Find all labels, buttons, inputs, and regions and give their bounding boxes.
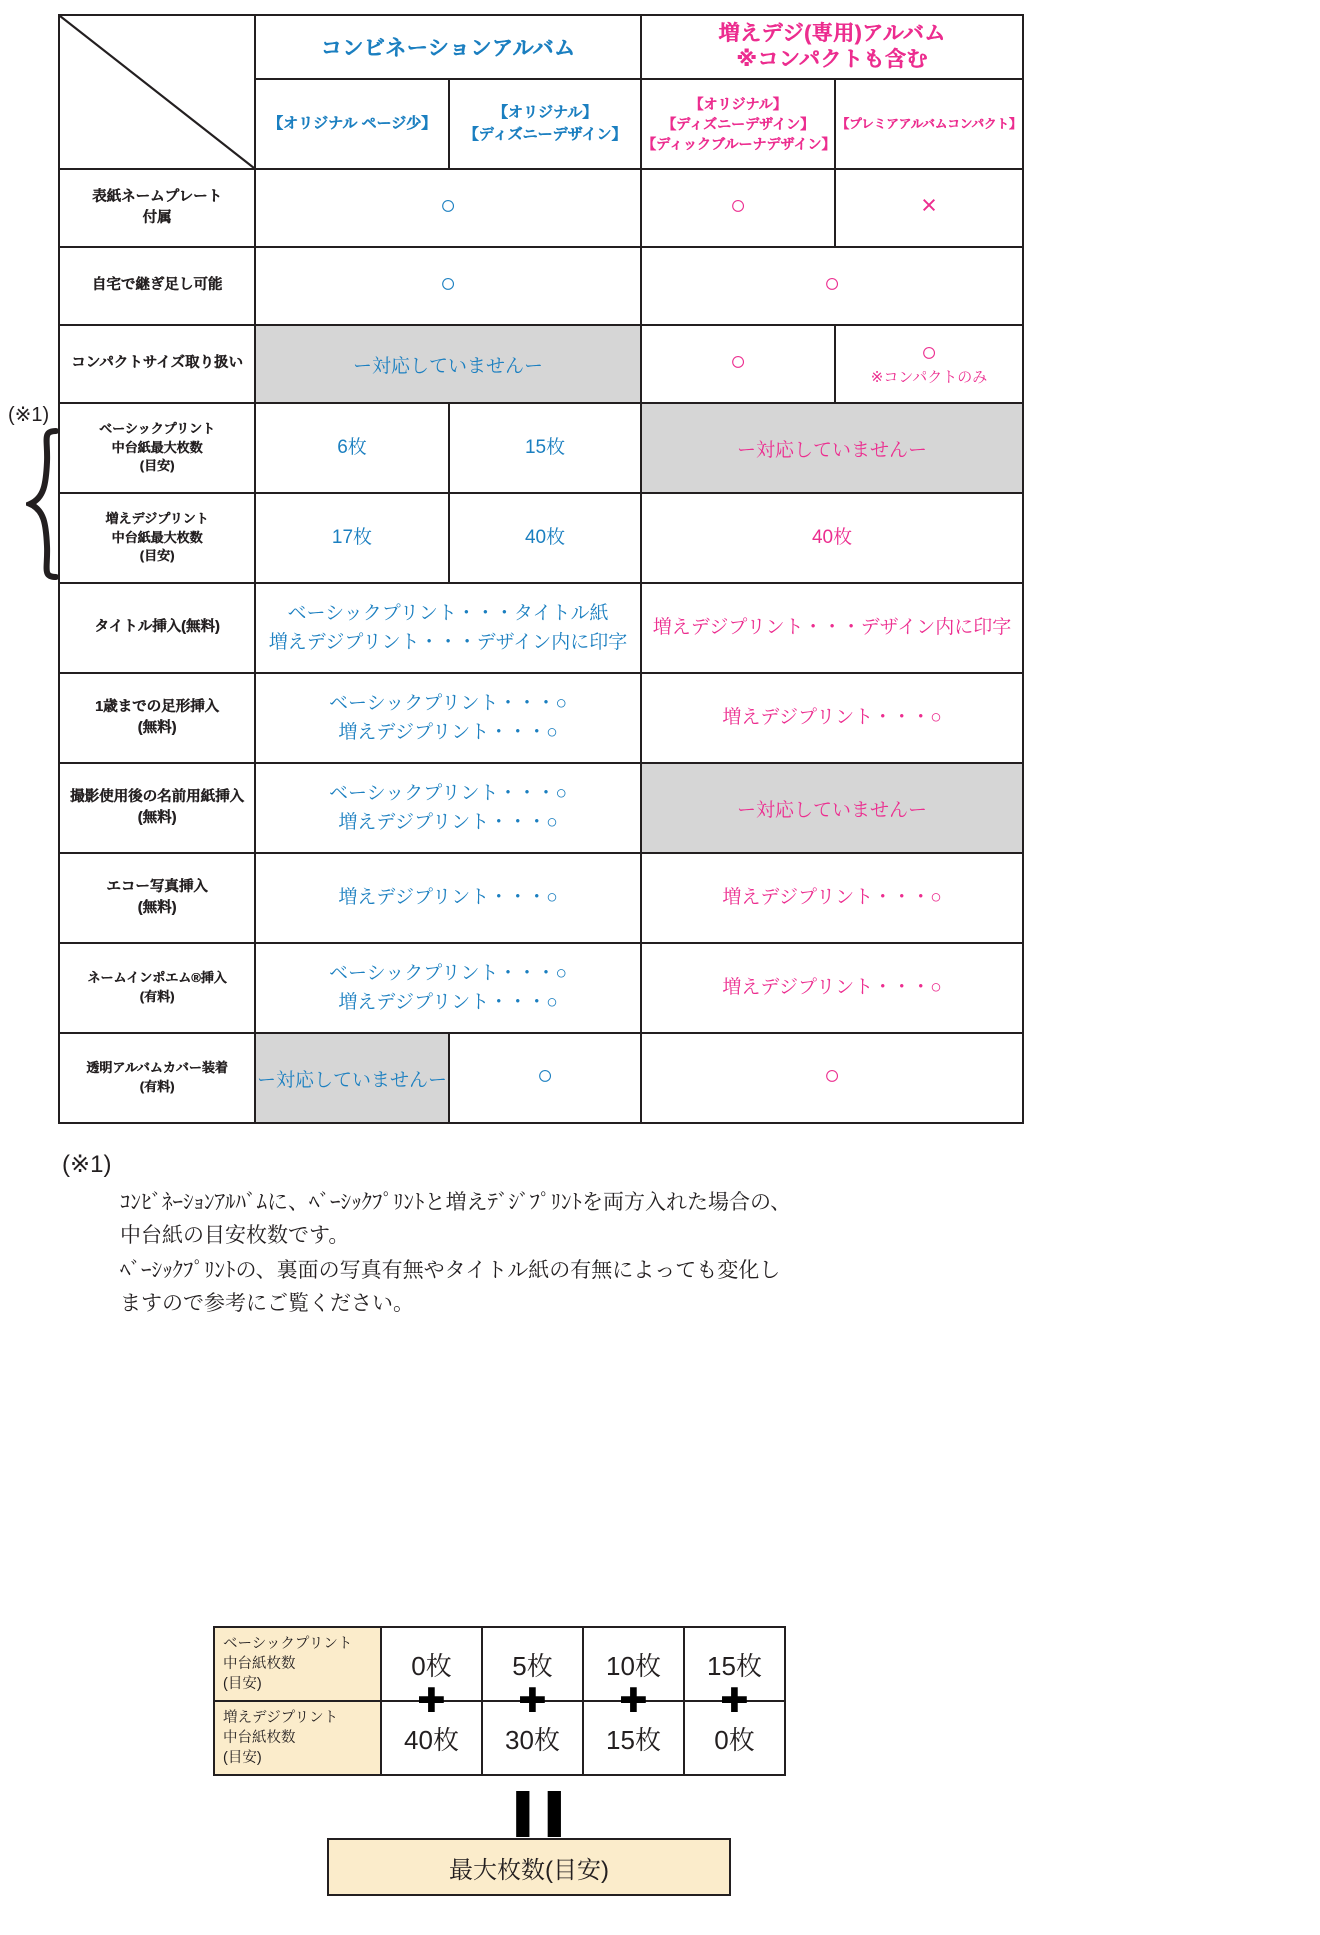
cell-line1: 増えデジプリント・・・デザイン内に印字 [652,617,1012,639]
curly-brace-icon [26,428,60,580]
cell-nameplate-paper-pink-unsupported: ー対応していませんー [641,763,1023,853]
row-label-footprint-insert [59,673,255,763]
cell-compact-pink [641,325,835,403]
mini-value: 0枚 [411,1650,452,1681]
footnote-body [120,1185,791,1321]
header-col-premier-compact: 【プレミアアルバムコンパクト】 [835,79,1023,169]
mini-row-label-basic [214,1627,381,1701]
footnote-title: (※1) [62,1151,112,1178]
cell-clear-cover-b [449,1033,641,1123]
mini-label-line2: 中台紙枚数 [223,1730,296,1746]
table-row [59,763,1023,853]
footnote-block [62,1150,791,1321]
mini-label-line3: (目安) [223,1750,262,1766]
row-label-line3: (目安) [139,548,175,564]
footnote-line-4: ますので参考にご覧ください。 [120,1292,414,1316]
table-row [59,1033,1023,1123]
cell-nameplate-blue [255,169,641,247]
mini-cell-fuedeji-2: 15枚 [583,1701,684,1775]
row-label-line2: (無料) [137,810,177,826]
circle-icon: ○ [439,190,457,221]
row-label-line1: 撮影使用後の名前用紙挿入 [70,788,244,805]
sheet-count-calculation-table [213,1626,786,1776]
mini-cell-basic-2 [583,1627,684,1720]
cell-line2: 増えデジプリント・・・○ [338,812,558,833]
cell-clear-cover-a-unsupported: ー対応していませんー [255,1033,449,1123]
mini-label-line2: 中台紙枚数 [223,1656,296,1672]
equals-icon: ❚❚ [506,1785,570,1837]
row-label-line2: 中台紙最大枚数 [111,439,203,455]
footnote-marker-ref: (※1) [8,404,50,426]
header-group-fuedeji [641,15,1023,79]
table-header-row-group [59,15,1023,79]
header-col-b-line1: 【オリジナル】 [492,104,598,122]
mini-value: 15枚 [707,1650,762,1681]
cell-line1: 増えデジプリント・・・○ [722,977,942,999]
header-group-fuedeji-line2: ※コンパクトも含む [736,48,928,71]
row-label-line1: 1歳までの足形挿入 [94,698,220,715]
plus-icon: ✚ [720,1682,749,1720]
cell-line1: 増えデジプリント・・・○ [338,887,558,909]
row-label-line1: 自宅で継ぎ足し可能 [91,277,223,294]
table-row [59,583,1023,673]
row-label-name-in-poem-insert [59,943,255,1033]
mini-cell-basic-3 [684,1627,785,1720]
table-row [59,853,1023,943]
row-label-echo-photo-insert [59,853,255,943]
cell-basic-max-b: 15枚 [449,403,641,493]
circle-icon: ○ [729,346,747,377]
row-label-line2: 付属 [142,210,172,226]
row-label-title-insert [59,583,255,673]
result-box [327,1838,731,1896]
circle-icon: ○ [920,336,938,367]
table-row [59,673,1023,763]
cell-name-in-poem-pink [641,943,1023,1033]
row-label-fuedeji-print-max [59,493,255,583]
cell-footprint-pink [641,673,1023,763]
plus-icon: ✚ [518,1682,547,1720]
cell-line2: 増えデジプリント・・・デザイン内に印字 [268,632,628,653]
row-label-line1: 透明アルバムカバー装着 [86,1060,228,1076]
table-row [59,247,1023,325]
cell-title-insert-blue [255,583,641,673]
mini-cell-basic-0 [381,1627,482,1720]
footnote-line-3: ﾍﾞｰｼｯｸﾌﾟﾘﾝﾄの、裏面の写真有無やタイトル紙の有無によっても変化し [120,1258,781,1283]
corner-cell [59,15,255,169]
mini-cell-fuedeji-3: 0枚 [684,1701,785,1775]
circle-icon: ○ [823,268,841,299]
cell-fuedeji-max-pink: 40枚 [641,493,1023,583]
cell-echo-photo-pink [641,853,1023,943]
mini-value: 5枚 [512,1650,553,1681]
table-row [59,493,1023,583]
table-row [59,169,1023,247]
header-group-combination: コンビネーションアルバム [255,15,641,79]
row-label-line1: コンパクトサイズ取り扱い [71,355,243,372]
row-label-nameplate [59,169,255,247]
header-col-c-line1: 【オリジナル】 [689,95,787,112]
circle-icon: ○ [729,190,747,221]
footnote-line-2: 中台紙の目安枚数です。 [120,1224,350,1248]
row-label-compact-size [59,325,255,403]
cell-line2: 増えデジプリント・・・○ [338,992,558,1013]
row-label-line1: タイトル挿入(無料) [94,619,220,636]
row-label-line1: エコー写真挿入 [106,878,208,895]
cell-nameplate-pink [641,169,835,247]
header-col-b-line2: 【ディズニーデザイン】 [463,126,627,143]
header-col-original-fewpages: 【オリジナル ページ少】 [255,79,449,169]
cross-icon: × [921,190,937,221]
cell-line1: 増えデジプリント・・・○ [722,887,942,909]
mini-table-row-basic [214,1627,785,1701]
row-label-line2: (無料) [137,900,177,916]
row-label-line3: (目安) [139,458,175,474]
mini-label-line1: ベーシックプリント [223,1636,353,1652]
cell-clear-cover-pink [641,1033,1023,1123]
header-col-c-line2: 【ディズニーデザイン】 [662,115,814,132]
mini-cell-basic-1 [482,1627,583,1720]
circle-icon: ○ [823,1060,841,1091]
cell-nameplate-compact [835,169,1023,247]
footnote-line-1: ｺﾝﾋﾞﾈｰｼｮﾝｱﾙﾊﾞﾑに、ﾍﾞｰｼｯｸﾌﾟﾘﾝﾄと増えﾃﾞｼﾞﾌﾟﾘﾝﾄを両方入れた場合の、 [120,1190,792,1214]
cell-home-extend-blue [255,247,641,325]
cell-fuedeji-max-a: 17枚 [255,493,449,583]
header-group-fuedeji-line1: 増えデジ(専用)アルバム [718,22,946,46]
row-label-nameplate-paper-insert [59,763,255,853]
cell-compact-blue-unsupported: ー対応していませんー [255,325,641,403]
mini-row-label-fuedeji [214,1701,381,1775]
row-label-line2: (有料) [139,1079,175,1094]
mini-table-row-fuedeji [214,1701,785,1775]
row-label-clear-cover [59,1033,255,1123]
plus-icon: ✚ [417,1682,446,1720]
mini-cell-fuedeji-0: 40枚 [381,1701,482,1775]
row-label-line2: (無料) [137,720,177,736]
cell-basic-max-pink-unsupported: ー対応していませんー [641,403,1023,493]
header-col-c-line3: 【ディックブルーナデザイン】 [642,136,836,153]
plus-icon: ✚ [619,1682,648,1720]
cell-line1: ベーシックプリント・・・○ [329,782,567,804]
cell-title-insert-pink [641,583,1023,673]
row-label-line1: ネームインポエム®挿入 [87,970,227,986]
cell-compact-premier [835,325,1023,403]
row-label-line2: (有料) [139,989,175,1004]
mini-label-line3: (目安) [223,1676,262,1692]
cell-home-extend-pink [641,247,1023,325]
row-label-line1: 表紙ネームプレート [92,188,222,205]
table-row [59,325,1023,403]
cell-name-in-poem-blue [255,943,641,1033]
row-label-line1: ベーシックプリント [99,420,215,436]
header-col-original-disney [449,79,641,169]
header-col-original-disney-bruna [641,79,835,169]
cell-compact-premier-note: ※コンパクトのみ [870,368,988,386]
mini-label-line1: 増えデジプリント [223,1710,339,1726]
circle-icon: ○ [439,268,457,299]
row-label-line1: 増えデジプリント [105,510,209,526]
cell-echo-photo-blue [255,853,641,943]
cell-fuedeji-max-b: 40枚 [449,493,641,583]
feature-comparison-table [58,14,1024,1124]
cell-line1: ベーシックプリント・・・タイトル紙 [287,602,609,624]
mini-value: 10枚 [606,1650,661,1681]
cell-line1: 増えデジプリント・・・○ [722,707,942,729]
table-row [59,403,1023,493]
table-row [59,943,1023,1033]
cell-nameplate-paper-blue [255,763,641,853]
diagonal-line-icon [60,16,254,168]
cell-footprint-blue [255,673,641,763]
row-label-basic-print-max [59,403,255,493]
circle-icon: ○ [536,1060,554,1091]
cell-basic-max-a: 6枚 [255,403,449,493]
cell-line1: ベーシックプリント・・・○ [329,962,567,984]
result-label: 最大枚数(目安) [449,1856,609,1884]
row-label-home-extend [59,247,255,325]
mini-cell-fuedeji-1: 30枚 [482,1701,583,1775]
cell-line1: ベーシックプリント・・・○ [329,692,567,714]
cell-line2: 増えデジプリント・・・○ [338,722,558,743]
row-label-line2: 中台紙最大枚数 [111,529,203,545]
